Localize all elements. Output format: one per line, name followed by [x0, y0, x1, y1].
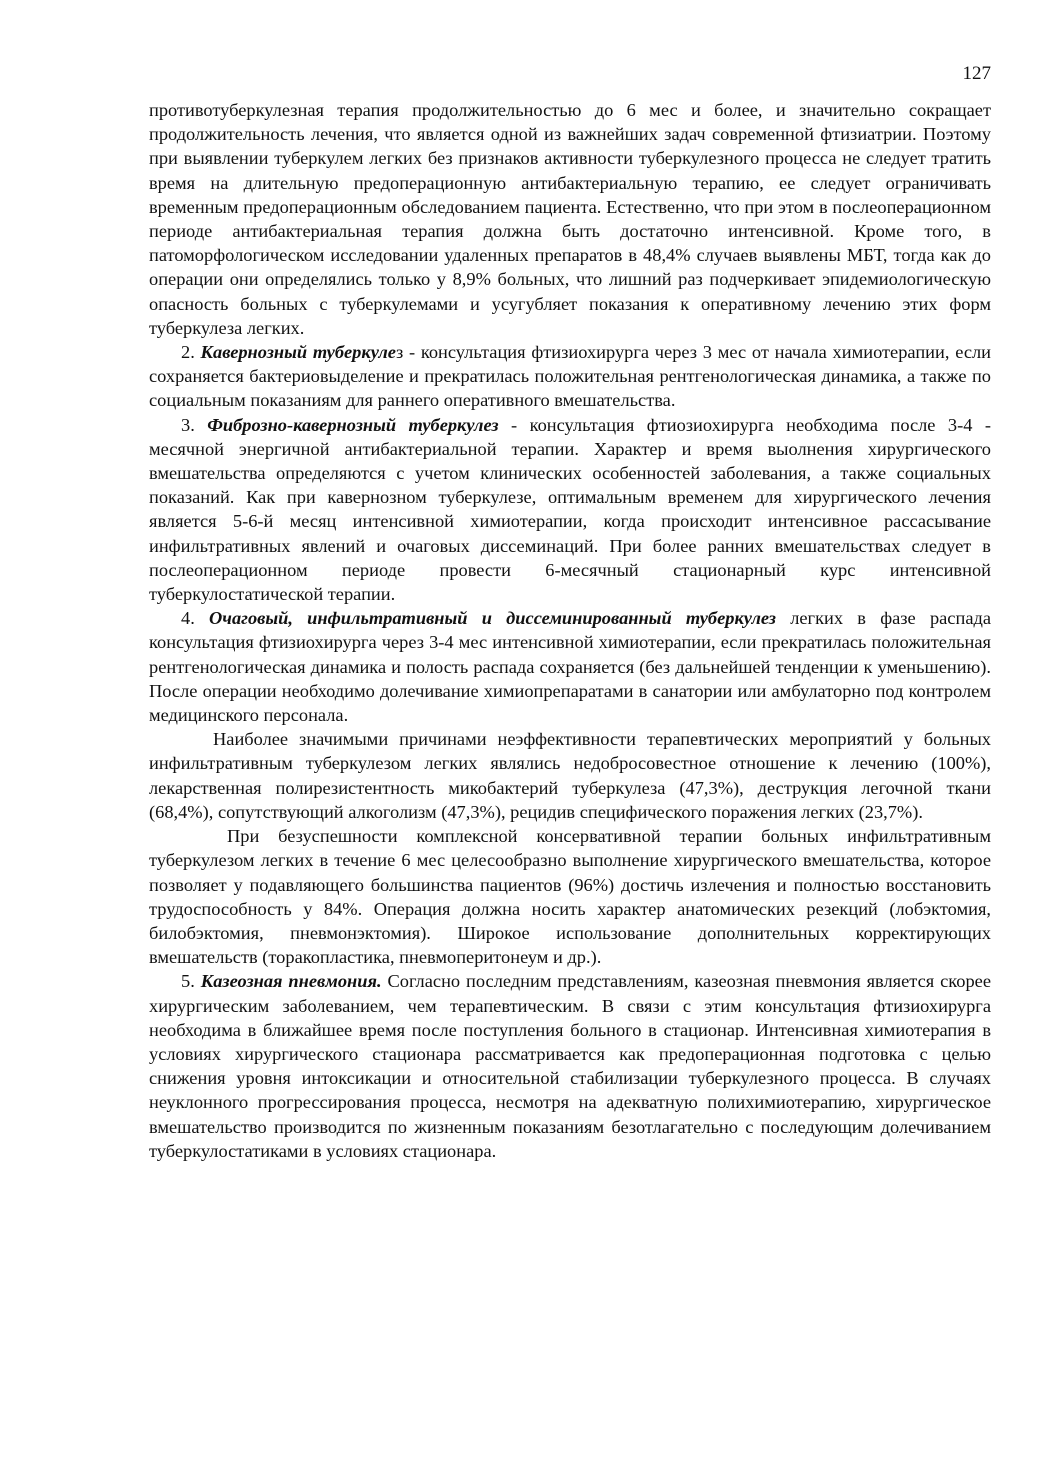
list-item-term: Казеозная пневмония.: [200, 971, 382, 992]
list-item-text: Согласно последним представлениям, казеозная пневмония является скорее хирургическим заболеванием, чем терапевтическим. В связи с этим консультация фтизиохирурга необходима в ближайшее время после поступления больного в стационар. Интенсивная химиотерапия в условиях хирургического стационара рассматривается как предоперационная подготовка с целью снижения уровня интоксикации и относительной стабилизации туберкулезного процесса. В случаях неуклонного прогрессирования процесса, несмотря на адекватную полихимиотерапию, хирургическое вмешательство производится по жизненным показаниям безотлагательно с последующим долечиванием туберкулостатиками в условиях стационара.: [149, 971, 991, 1161]
list-item-fibro-cavernous-tb: [149, 413, 991, 607]
list-item-text: легких в фазе распада консультация фтизиохирурга через 3-4 мес интенсивной химиотерапии, если прекратилась положительная рентгенологическая динамика и полость распада сохраняется (без дальнейшей тенденции к уменьшению). После операции необходимо долечивание химиопрепаратами в санатории или амбулаторно под контролем медицинского персонала.: [149, 608, 991, 726]
list-item-term: Фиброзно-кавернозный туберкулез: [207, 414, 499, 435]
page-number: 127: [962, 63, 991, 84]
page-body: [149, 98, 991, 1163]
paragraph-surgical-intervention: При безуспешности комплексной консервативной терапии больных инфильтративным туберкулезом легких в течение 6 мес целесообразно выполнение хирургического вмешательства, которое позволяет у подавляющего большинства пациентов (96%) достичь излечения и полностью восстановить трудоспособность у 84%. Операция должна носить характер анатомических резекций (лобэктомия, билобэктомия, пневмонэктомия). Широкое использование дополнительных корректирующих вмешательств (торакопластика, пневмоперитонеум и др.).: [149, 826, 991, 968]
list-item-cavernous-tb: [149, 340, 991, 413]
list-item-number: 3.: [181, 414, 208, 435]
paragraph-tuberculoma-continuation: противотуберкулезная терапия продолжительностью до 6 мес и более, и значительно сокращает продолжительность лечения, что является одной из важнейших задач современной фтизиатрии. Поэтому при выявлении туберкулем легких без признаков активности туберкулезного процесса не следует тратить время на длительную предоперационную антибактериальную терапию, ее следует ограничивать временным предоперационным обследованием пациента. Естественно, что при этом в послеоперационном периоде антибактериальная терапия должна быть достаточно интенсивной. Кроме того, в патоморфологическом исследовании удаленных препаратов в 48,4% случаев выявлены МБТ, тогда как до операции они определялись только у 8,9% больных, что лишний раз подчеркивает эпидемиологическую опасность больных с туберкулемами и усугубляет показания к оперативному лечению этих форм туберкулеза легких.: [149, 100, 991, 338]
list-item-number: 5.: [181, 971, 201, 992]
list-item-text: з - консультация фтизиохирурга через 3 мес от начала химиотерапии, если сохраняется бактериовыделение и прекратилась положительная рентгенологическая динамика, а также по социальным показаниям для раннего оперативного вмешательства.: [149, 342, 991, 411]
list-item-term: Кавернозный туберкуле: [200, 342, 396, 363]
list-item-number: 2.: [181, 342, 201, 363]
list-item-number: 4.: [181, 608, 210, 629]
list-item-text: - консультация фтиозиохирурга необходима после 3-4 - месячной энергичной антибактериальной терапии. Характер и время выолнения хирургического вмешательства определяются с учетом клинических особенностей заболевания, а также социальных показаний. Как при кавернозном туберкулезе, оптимальным временем для хирургического лечения является 5-6-й месяц интенсивной химиотерапии, когда происходит интенсивное рассасывание инфильтративных явлений и очаговых диссеминаций. При более ранних вмешательствах следует в послеоперационном периоде провести 6-месячный стационарный курс интенсивной туберкулостатической терапии.: [149, 414, 991, 605]
list-item-caseous-pneumonia: [149, 969, 991, 1163]
paragraph-inefficiency-causes: Наиболее значимыми причинами неэффективности терапевтических мероприятий у больных инфильтративным туберкулезом легких являлись недобросовестное отношение к лечению (100%), лекарственная полирезистентность микобактерий туберкулеза (47,3%), деструкция легочной ткани (68,4%), сопутствующий алкоголизм (47,3%), рецидив специфического поражения легких (23,7%).: [149, 729, 991, 822]
list-item-focal-infiltrative-tb: [149, 606, 991, 727]
list-item-term: Очаговый, инфильтративный и диссеминированный туберкулез: [209, 608, 776, 629]
